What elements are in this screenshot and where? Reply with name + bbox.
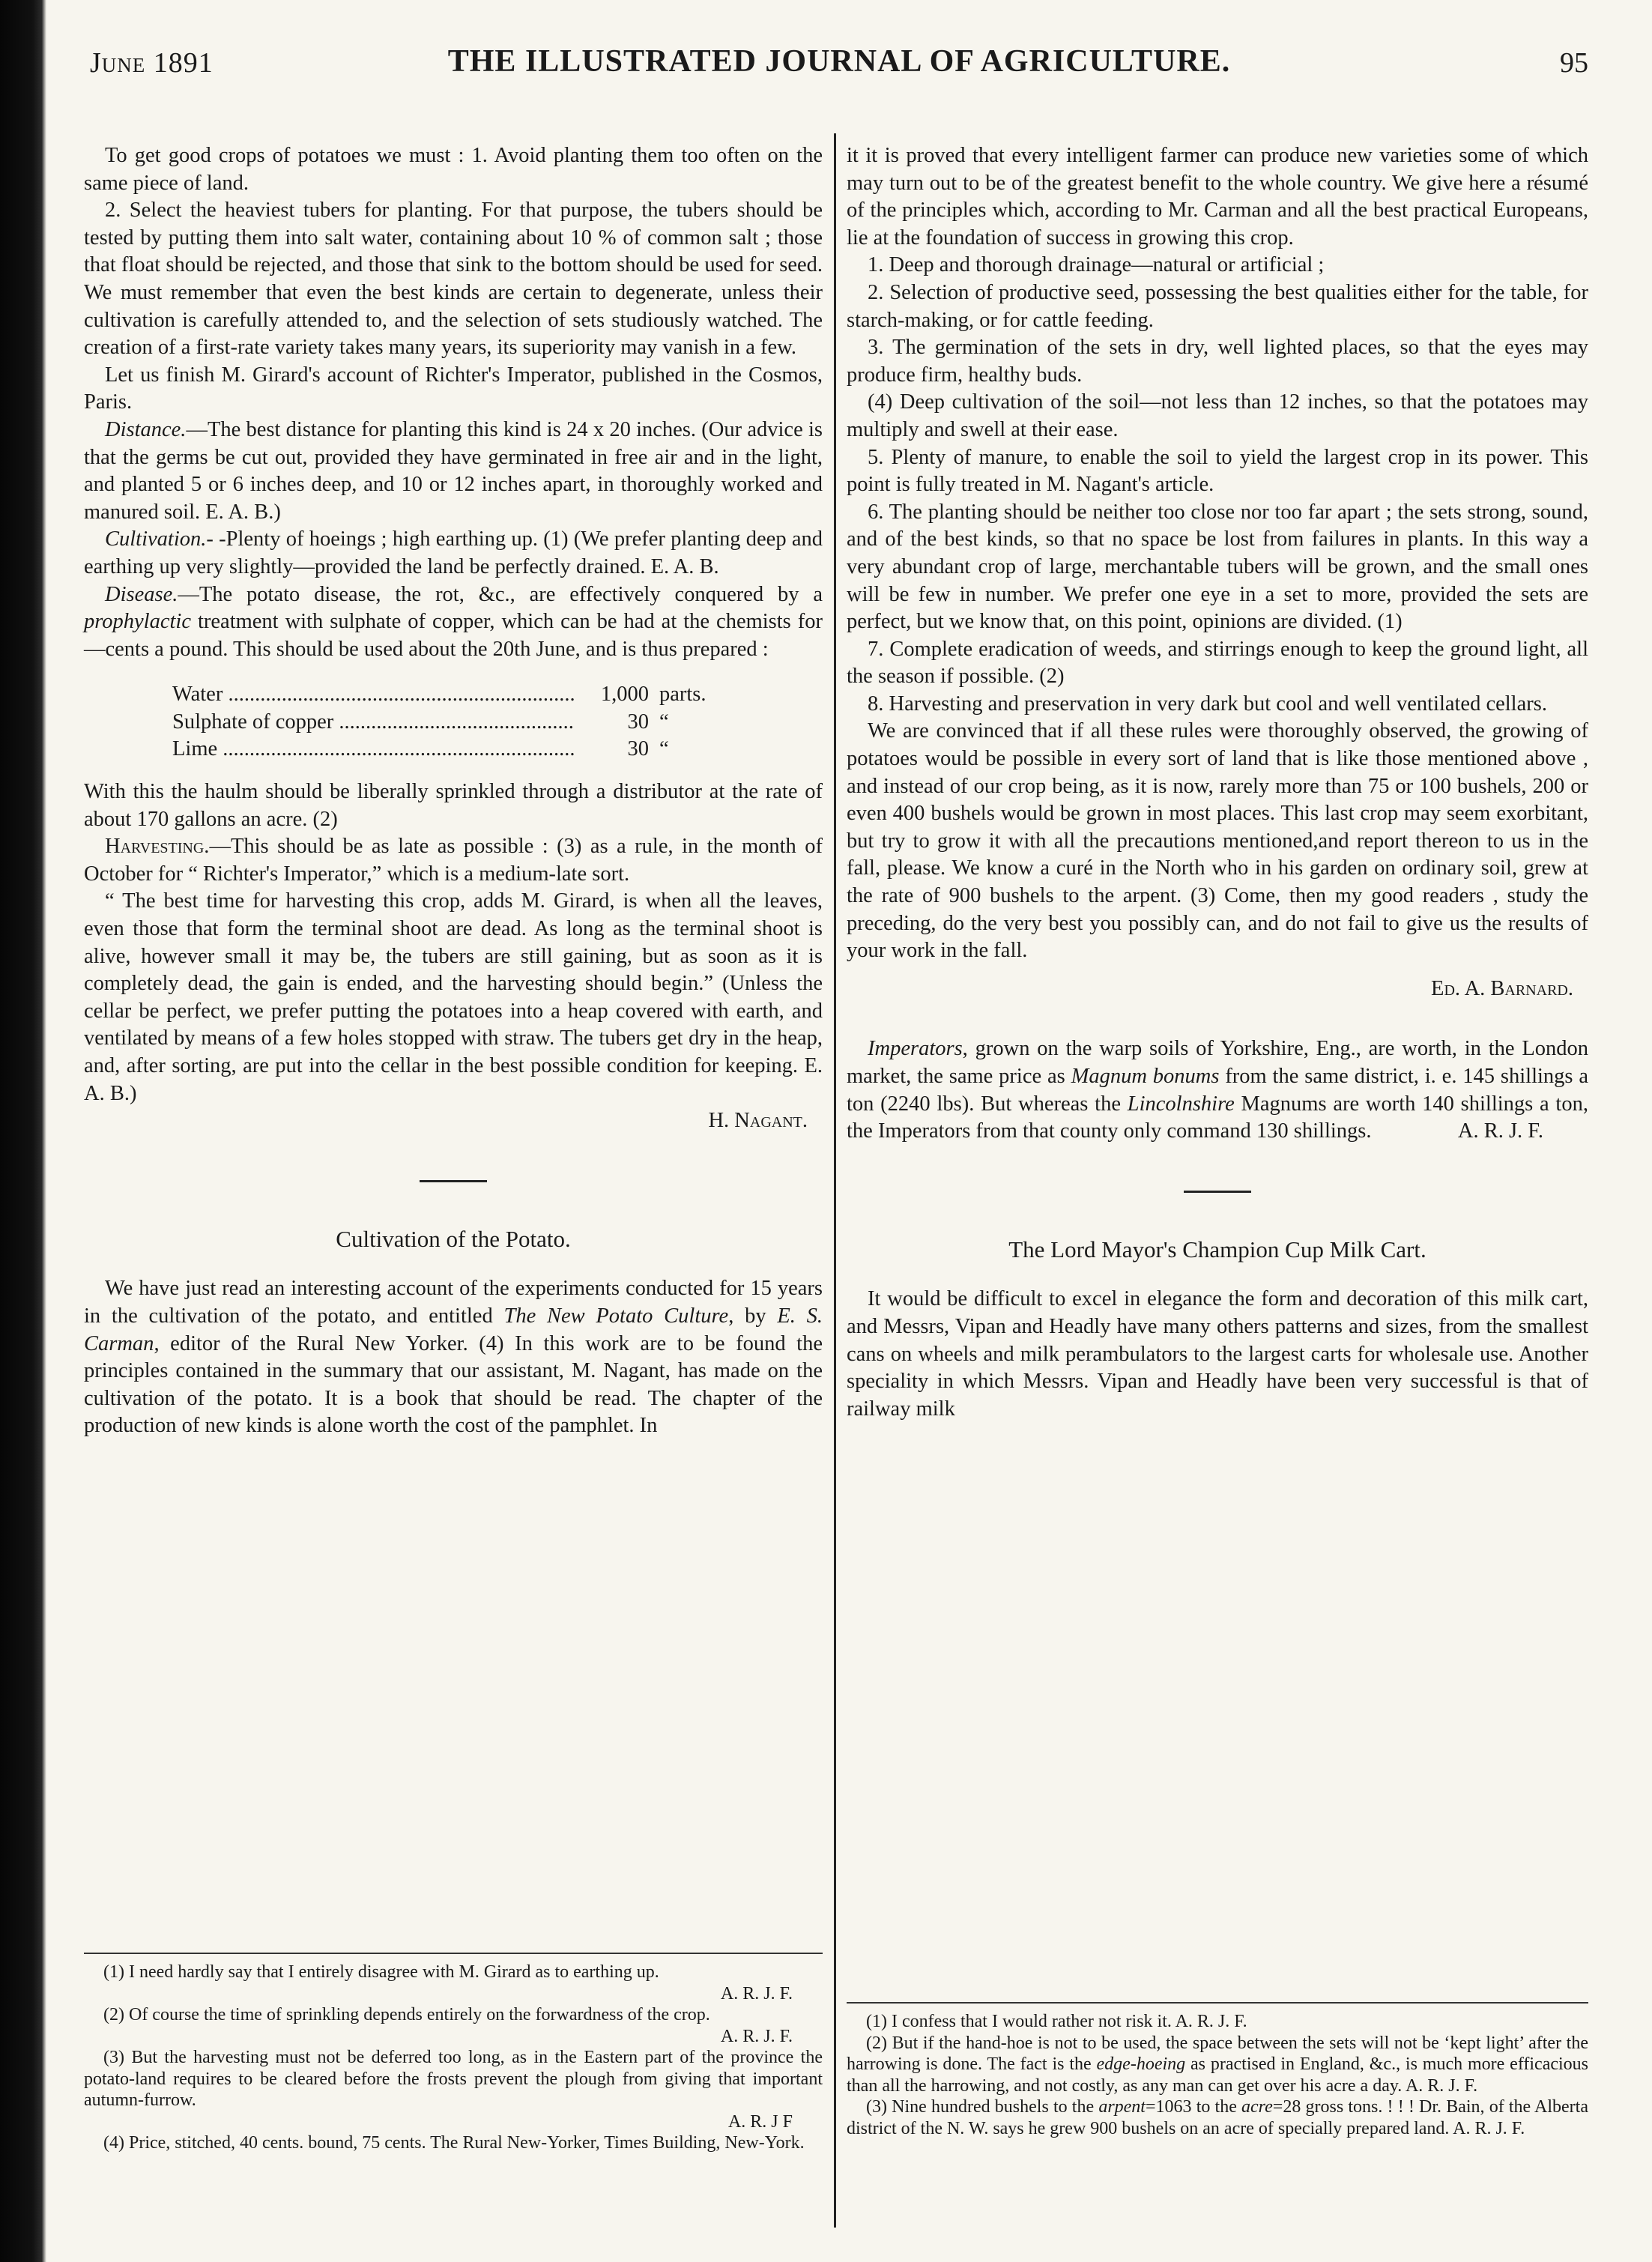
paragraph-harvesting — [84, 833, 823, 888]
recipe-unit: “ — [659, 737, 669, 761]
footnote — [84, 2132, 823, 2154]
distance-label: Distance. — [105, 417, 187, 441]
journal-title: THE ILLUSTRATED JOURNAL OF AGRICULTURE. — [447, 44, 1231, 79]
signature-barnard: Ed. A. Barnard. — [1431, 976, 1573, 1000]
recipe-amount: 30 — [627, 737, 649, 761]
footnote-text: (1) I confess that I would rather not risk it. A. R. J. F. — [866, 2012, 1247, 2031]
footnote — [84, 1962, 823, 2004]
footnote-ref: A. R. J. F. — [720, 1983, 793, 2004]
footnote-italic: arpent — [1098, 2097, 1146, 2117]
binding-edge — [0, 0, 46, 2262]
recipe-unit: parts. — [659, 683, 707, 707]
recipe-row — [172, 681, 742, 709]
running-header — [90, 46, 1588, 91]
footnote-text-b: =1063 to the — [1145, 2097, 1242, 2117]
rule-item: 6. The planting should be neither too close nor too far apart ; the sets strong, sound, and of the best kinds, so that no space be lost from failures in plants. In this way a very abundant crop of large, merchantable tubers will be grown, and the small ones will be few in number. We prefer one eye in a set to more, provided the sets are perfect, but we know that, on this point, opinions are divided. (1) — [847, 500, 1588, 634]
recipe-unit: “ — [659, 710, 669, 734]
recipe-ingredient: Lime ..... — [172, 736, 574, 763]
recipe-row — [172, 709, 742, 737]
distance-text: —The best distance for planting this kind is 24 x 20 inches. (Our advice is that the germs be cut out, provided they have germinated in free air and in the light, and planted 5 or 6 inches deep, and 10 or 12 inches apart, in thoroughly worked and manured soil. E. A. B.) — [84, 417, 823, 524]
paragraph-carman — [84, 1275, 823, 1440]
rule-item: 8. Harvesting and preservation in very dark but cool and well ventilated cellars. — [868, 692, 1547, 716]
cultivation-label: Cultivation. — [105, 527, 207, 551]
carman-text-c: , editor of the Rural New Yorker. (4) In this work are to be found the principles contained in the summary that our assistant, M. Nagant, has made on the cultivation of the potato. It is a book that should be read. The chapter of the production of new kinds is alone worth the cost of the pamphlet. In — [84, 1331, 823, 1438]
harvesting-label: Harvesting. — [105, 835, 210, 859]
imperators-word: Imperators — [868, 1037, 963, 1061]
signature-arjf: A. R. J. F. — [1457, 1119, 1543, 1143]
footnote — [847, 2011, 1588, 2033]
left-column — [84, 142, 823, 1440]
footnote-separator — [84, 1953, 823, 1954]
footnotes-left — [84, 1962, 823, 2154]
footnote-italic: edge-hoeing — [1096, 2054, 1186, 2074]
magnum-bonums: Magnum bonums — [1071, 1065, 1220, 1088]
footnote-text-a: (3) Nine hundred bushels to the — [866, 2097, 1099, 2117]
section-rule — [420, 1180, 487, 1182]
footnote-text-b: as practised in England, &c., is much more efficacious than all the harrowing, and not costly, as any man can get over his acre a day. A. R. J. F. — [847, 2054, 1589, 2096]
carman-text-a: We have just read an interesting account of the experiments conducted for 15 years in the cultivation of the potato, and entitled — [84, 1277, 823, 1328]
signature-nagant: H. Nagant. — [708, 1109, 808, 1133]
lincolnshire: Lincolnshire — [1127, 1092, 1235, 1116]
footnote — [84, 2004, 823, 2047]
column-divider — [834, 133, 836, 2228]
section-rule — [1184, 1191, 1251, 1193]
disease-text-a: —The potato disease, the rot, &c., are effectively conquered by a — [178, 582, 823, 606]
footnote-text: (1) I need hardly say that I entirely disagree with M. Girard as to earthing up. — [103, 1962, 659, 1982]
footnote-text-c: =28 gross tons. ! ! ! Dr. Bain, of the Alberta district of the N. W. says he grew 900 bushels on an acre of specially prepared land. A. R. J. F. — [847, 2097, 1588, 2138]
page-number: 95 — [1560, 47, 1588, 79]
recipe-amount: 1,000 — [600, 683, 649, 707]
footnotes-right — [847, 2011, 1588, 2139]
rule-item: 7. Complete eradication of weeds, and stirrings enough to keep the ground light, all the season if possible. (2) — [847, 637, 1588, 689]
footnote-ref: A. R. J F — [727, 2111, 793, 2132]
recipe-amount: 30 — [627, 710, 649, 734]
disease-text-b: treatment with sulphate of copper, which can be had at the chemists for—cents a pound. This should be used about the 20th June, and is thus prepared : — [84, 610, 823, 661]
book-author: E. S. Carman — [84, 1304, 823, 1355]
book-title: The New Potato Culture — [503, 1304, 729, 1328]
recipe-ingredient: Sulphate of copper ..... — [172, 709, 574, 737]
recipe-row — [172, 736, 742, 763]
paragraph-imperators — [847, 1035, 1588, 1145]
footnote — [84, 2047, 823, 2132]
paragraph-girard: Let us finish M. Girard's account of Richter's Imperator, published in the Cosmos, Paris. — [84, 363, 823, 414]
footnote-text: (2) Of course the time of sprinkling depends entirely on the forwardness of the crop. — [103, 2005, 710, 2024]
rule-item: 5. Plenty of manure, to enable the soil to yield the largest crop in its power. This point is fully treated in M. Nagant's article. — [847, 445, 1588, 497]
footnote-separator — [847, 2002, 1588, 2004]
paragraph-milk-cart: It would be difficult to excel in elegance the form and decoration of this milk cart, and Messrs, Vipan and Headly have many others patterns and sizes, from the smallest cans on wheels and milk perambulators to the largest carts for wholesale use. Another speciality in which Messrs. Vipan and Headly have been very successful is that of railway milk — [847, 1287, 1588, 1421]
right-column — [847, 142, 1588, 1423]
footnote — [847, 2096, 1588, 2139]
paragraph-convinced: We are convinced that if all these rules were thoroughly observed, the growing of potatoes would be possible in every sort of land that is like those mentioned above , and instead of our crop being, as it is now, rarely more than 75 or 100 bushels, 200 or even 400 bushels would be grown in most places. This last crop may seem exorbitant, but try to grow it with all the precautions mentioned,and report thereon to us in the fall, please. We know a curé in the North who in his garden on ordinary soil, grew at the rate of 900 bushels to the arpent. (3) Come, then my good readers , study the preceding, do the very best you possibly can, and do not fail to give us the results of your work in the fall. — [847, 719, 1588, 963]
cultivation-text: - -Plenty of hoeings ; high earthing up. (1) (We prefer planting deep and earthing up very slightly—provided the land be perfectly drained. E. A. B. — [84, 527, 823, 578]
paragraph-distance — [84, 417, 823, 526]
footnote-italic-2: acre — [1241, 2097, 1273, 2117]
footnote — [847, 2033, 1588, 2097]
footnote-text: (4) Price, stitched, 40 cents. bound, 75 cents. The Rural New-Yorker, Times Building, New-York. — [103, 2133, 805, 2153]
paragraph-intro: To get good crops of potatoes we must : 1. Avoid planting them too often on the same piece of land. — [84, 144, 823, 195]
recipe-ingredient: Water ..... — [172, 681, 574, 709]
disease-word: prophylactic — [84, 610, 191, 634]
recipe-table — [172, 681, 742, 763]
paragraph-select-tubers: 2. Select the heaviest tubers for planting. For that purpose, the tubers should be tested by putting them into salt water, containing about 10 % of common salt ; those that float should be rejected, and those that sink to the bottom should be used for seed. We must remember that even the best kinds are certain to degenerate, unless their cultivation is carefully attended to, and the selection of sets studiously watched. The creation of a first-rate variety takes many years, its superiority may vanish in a few. — [84, 199, 823, 360]
rule-item: 1. Deep and thorough drainage—natural or artificial ; — [868, 253, 1325, 277]
section-title-cultivation: Cultivation of the Potato. — [336, 1225, 571, 1252]
section-title-milk-cart: The Lord Mayor's Champion Cup Milk Cart. — [1008, 1236, 1426, 1262]
carman-text-b: , by — [728, 1304, 778, 1328]
issue-date: June 1891 — [90, 47, 214, 79]
rule-item: 2. Selection of productive seed, possessing the best qualities either for the table, for starch-making, or for cattle feeding. — [847, 280, 1588, 332]
rule-item: (4) Deep cultivation of the soil—not less than 12 inches, so that the potatoes may multiply and swell at their ease. — [847, 390, 1588, 441]
disease-label: Disease. — [105, 582, 178, 606]
imperators-text-c: Magnums are worth 140 shillings a ton, the Imperators from that county only command 130 shillings. — [847, 1092, 1588, 1143]
imperators-text-b: from the same district, i. e. 145 shillings a ton (2240 lbs). But whereas the — [847, 1065, 1588, 1116]
imperators-text-a: , grown on the warp soils of Yorkshire, Eng., are worth, in the London market, the same price as — [847, 1037, 1588, 1088]
footnote-text-a: (2) But if the hand-hoe is not to be used, the space between the sets will not be ‘kept light’ after the harrowing is done. The fact is the — [847, 2033, 1588, 2074]
paragraph-cultivation — [84, 526, 823, 581]
paragraph-best-time: “ The best time for harvesting this crop, adds M. Girard, is when all the leaves, even those that form the terminal shoot are dead. As long as the terminal shoot is alive, however small it may be, the tubers are still gaining, but as soon as it is completely dead, the gain is ended, and the harvesting should begin.” (Unless the cellar be perfect, we prefer putting the potatoes into a heap covered with earth, and ventilated by means of a few holes stopped with straw. The tubers get dry in the heap, and, after sorting, are put into the cellar in the best possible condition for keeping. E. A. B.) — [84, 889, 823, 1105]
paragraph-disease — [84, 581, 823, 664]
harvesting-text: —This should be as late as possible : (3) as a rule, in the month of October for “ Richter's Imperator,” which is a medium-late sort. — [84, 835, 823, 886]
footnote-ref: A. R. J. F. — [720, 2026, 793, 2046]
rule-item: 3. The germination of the sets in dry, well lighted places, so that the eyes may produce firm, healthy buds. — [847, 336, 1588, 387]
footnote-text: (3) But the harvesting must not be deferred too long, as in the Eastern part of the province the potato-land requires to be cleared before the frosts prevent the plough from giving that important autumn-furrow. — [84, 2048, 823, 2110]
paragraph-haulm: With this the haulm should be liberally sprinkled through a distributor at the rate of about 170 gallons an acre. (2) — [84, 780, 823, 831]
paragraph-continuation: it it is proved that every intelligent farmer can produce new varieties some of which may turn out to be of the greatest benefit to the whole country. We give here a résumé of the principles which, according to Mr. Carman and all the best practical Europeans, lie at the foundation of success in growing this crop. — [847, 144, 1588, 250]
